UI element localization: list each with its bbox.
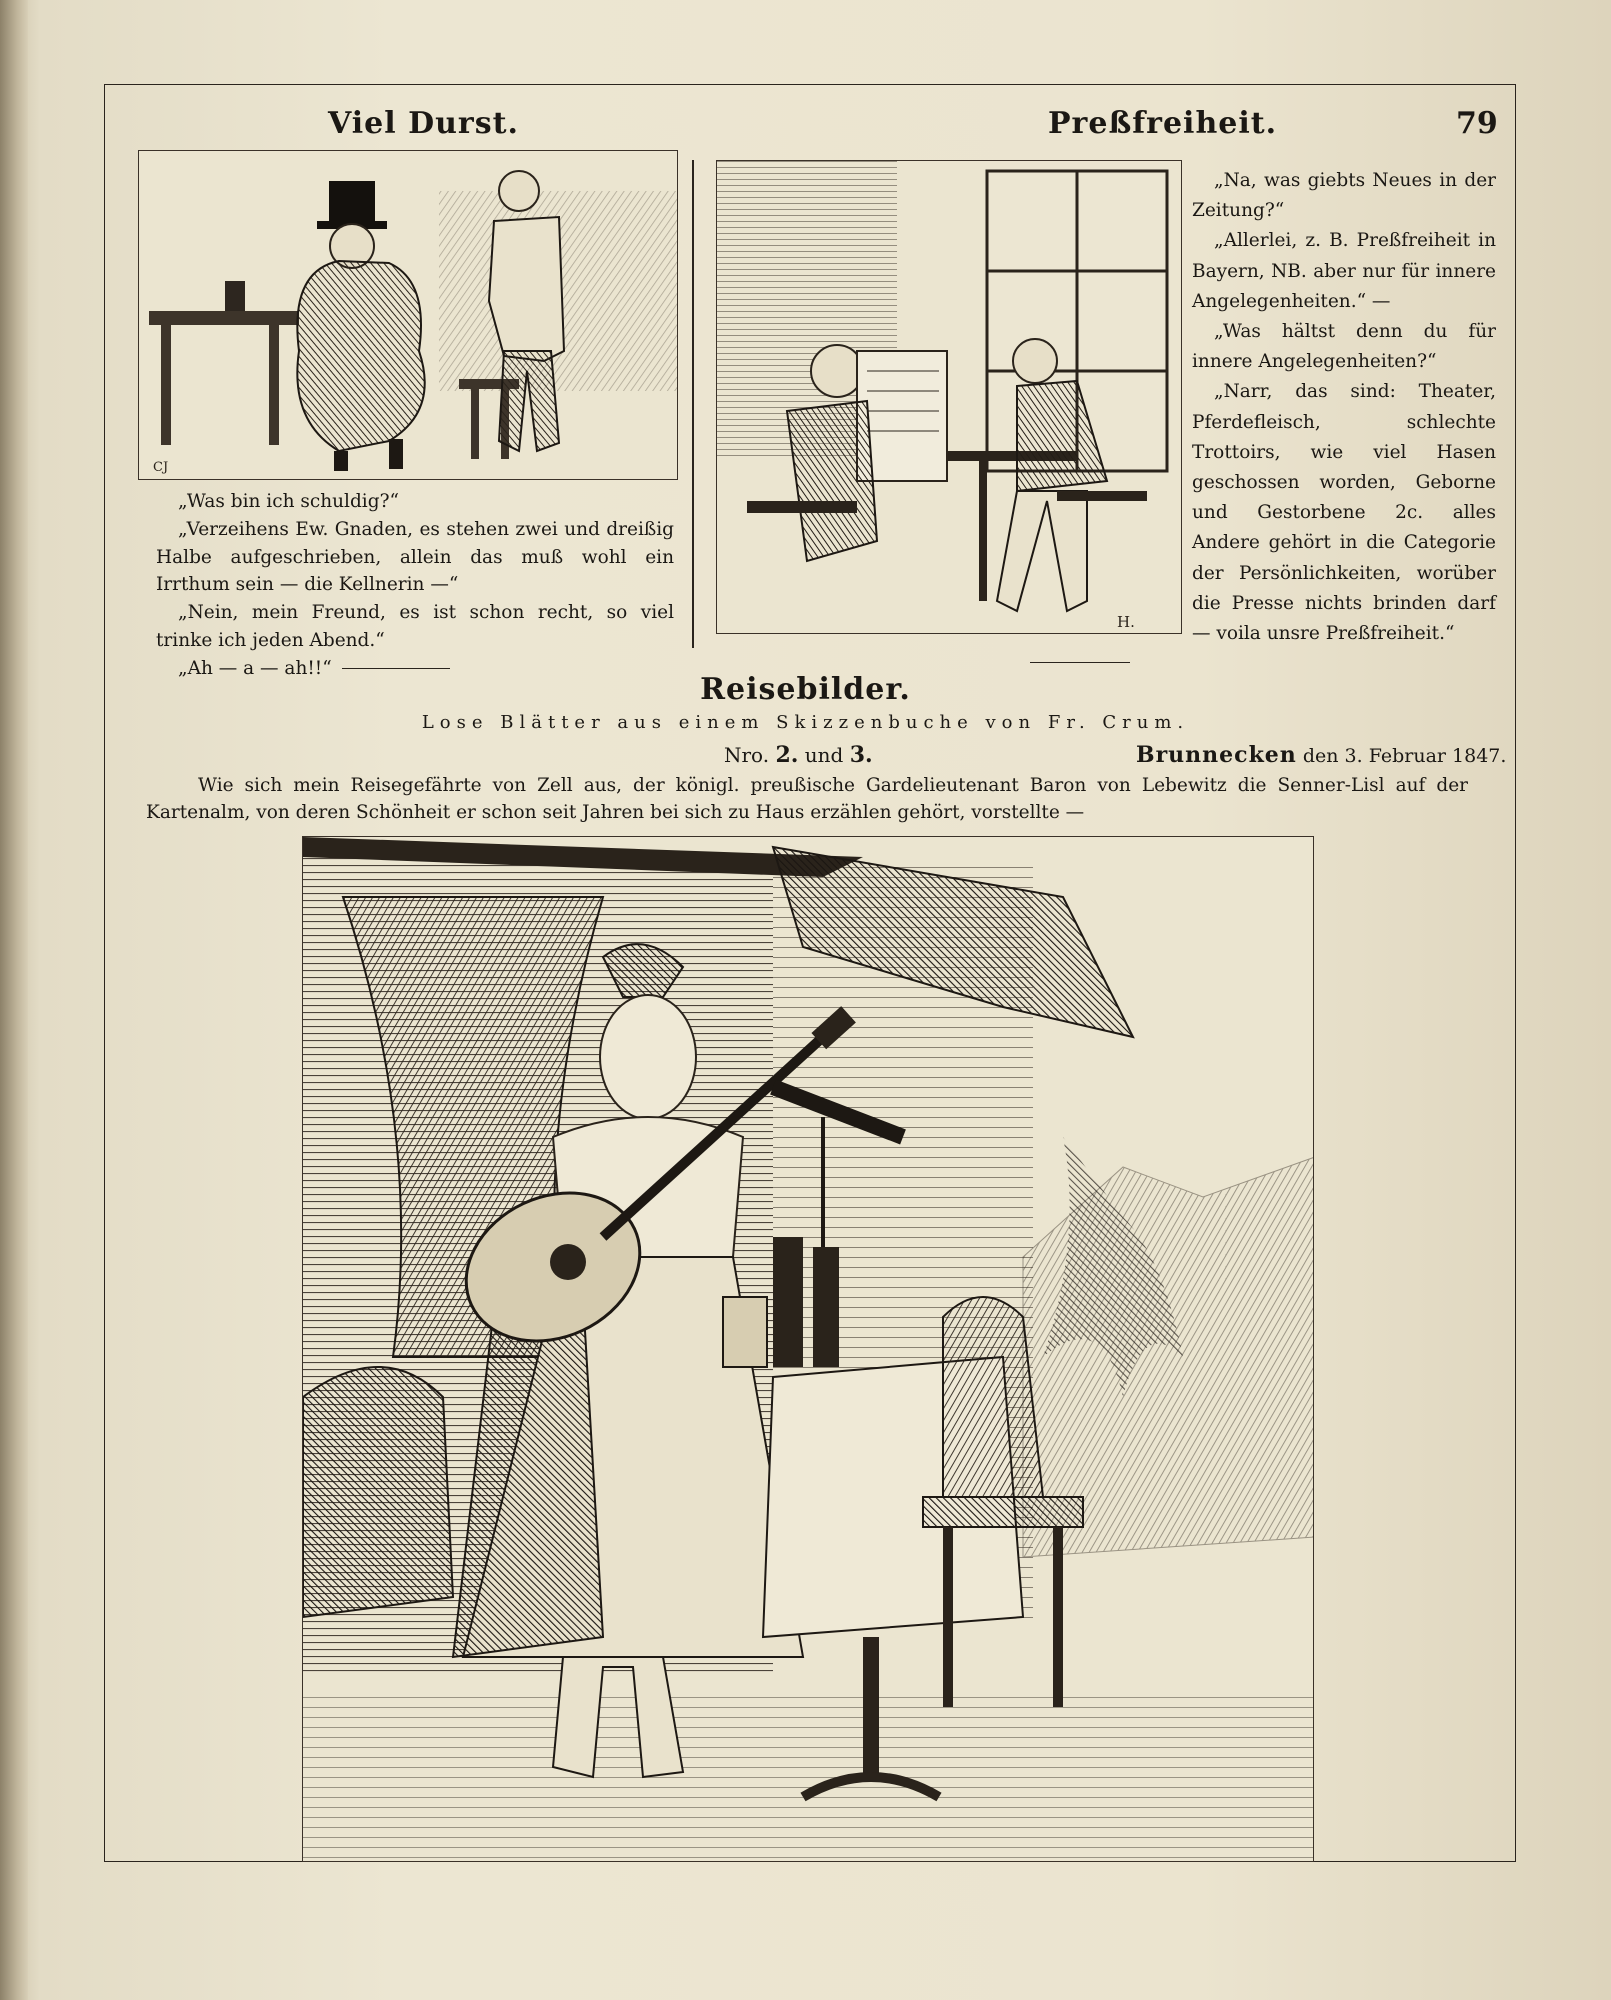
sennerin-engraving [303, 837, 1314, 1862]
illustration-viel-durst [138, 150, 678, 480]
section-subtitle: Lose Blätter aus einem Skizzenbuche von Fr. Crum. [421, 712, 1190, 733]
title-pressfreiheit: Preßfreiheit. [1048, 106, 1278, 141]
dialogue-line: „Was bin ich schuldig?“ [178, 491, 399, 512]
nro-b: 3. [849, 742, 873, 768]
cafe-engraving [717, 161, 1182, 634]
dialogue-line: „Nein, mein Freund, es ist schon recht, so viel trinke ich jeden Abend.“ [156, 602, 674, 651]
dialogue-line: „Was hältst denn du für innere Angelegenheiten?“ [1192, 321, 1496, 373]
page-number: 79 [1456, 106, 1498, 141]
book-binding-shadow [0, 0, 28, 2000]
dialogue-line: „Ah — a — ah!!“ [178, 657, 332, 679]
illustration-reisebilder [302, 836, 1314, 1862]
place-date [1136, 742, 1506, 768]
dialogue-viel-durst [156, 488, 674, 683]
illustration-signature: CJ [153, 460, 169, 475]
issue-number [724, 742, 873, 768]
nro-prefix: Nro. [724, 743, 770, 767]
illustration-caption: Wie sich mein Reisegefährte von Zell aus, der königl. preußische Gardelieutenant Baron von Lebewitz die Senner-Lisl auf der Kartenalm, von deren Schönheit er schon seit Jahren bei sich zu Haus erzählen gehört, vorstellte — [146, 775, 1468, 823]
dialogue-pressfreiheit [1192, 166, 1496, 649]
place-name: Brunnecken [1136, 742, 1297, 768]
tavern-engraving [139, 151, 678, 480]
title-viel-durst: Viel Durst. [328, 106, 519, 141]
date: den 3. Februar 1847. [1302, 745, 1507, 767]
nro-und: und [804, 743, 844, 767]
dialogue-line: „Allerlei, z. B. Preßfreiheit in Bayern, NB. aber nur für innere Angelegenheiten.“ — [1192, 230, 1496, 312]
nro-a: 2. [775, 742, 799, 768]
dialogue-line: „Narr, das sind: Theater, Pferdefleisch, schlechte Trottoirs, wie viel Hasen geschossen worden, Geborne und Gestorbene 2c. alles Andere gehört in die Categorie der Persönlichkeiten, worüber die Presse nichts brinden darf — voila unsre Preßfreiheit.“ [1192, 381, 1496, 645]
dialogue-line: „Na, was giebts Neues in der Zeitung?“ [1192, 170, 1496, 222]
separator-rule [1030, 662, 1130, 663]
dialogue-line: „Verzeihens Ew. Gnaden, es stehen zwei und dreißig Halbe aufgeschrieben, allein das muß wohl ein Irrthum sein — die Kellnerin —“ [156, 518, 674, 596]
illustration-pressfreiheit [716, 160, 1182, 634]
section-title: Reisebilder. [700, 672, 911, 707]
column-divider [692, 160, 694, 648]
illustration-signature: H. [1117, 613, 1135, 631]
separator-rule [342, 668, 450, 669]
